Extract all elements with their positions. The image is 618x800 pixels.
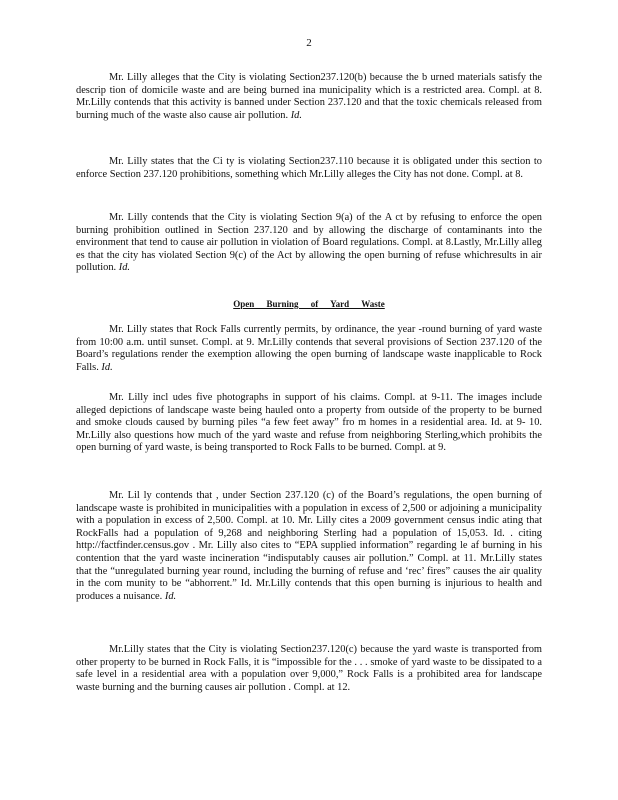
citation: Id. bbox=[101, 361, 113, 373]
page-number: 2 bbox=[306, 37, 312, 49]
paragraph-2 bbox=[76, 156, 542, 181]
paragraph-text: Mr. Lilly states that Rock Falls currently permits, by ordinance, the year -round burning of yard waste from 10:00 a.m. until sunset. Compl. at 9. Mr.Lilly contends that several provisions of Section 237.120 of the Board’s regulations render the exemption allowing the open burning of landscape waste inapplicable to Rock Falls. bbox=[76, 324, 542, 373]
citation: Id. bbox=[118, 262, 130, 274]
section-heading: Open Burning of Yard Waste bbox=[233, 299, 385, 309]
paragraph-text: Mr. Lilly states that the Ci ty is violating Section237.110 because it is obligated under this section to enforce Section 237.120 prohibitions, something which Mr.Lilly alleges the City has not done. Compl. at 8. bbox=[76, 156, 542, 180]
paragraph-text: Mr. Lilly alleges that the City is violating Section237.120(b) because the b urned materials satisfy the descrip tion of domicile waste and are being burned ina municipality which is a restricted area. Compl. at 8. Mr.Lilly contends that this activity is banned under Section 237.120 and that the toxic chemicals released from burning much of the waste also cause air pollution. bbox=[76, 72, 542, 121]
paragraph-text: Mr. Lil ly contends that , under Section 237.120 (c) of the Board’s regulations, the open burning of landscape waste is prohibited in municipalities with a population in excess of 2,500 or adjoining a municipality with a population in excess of 2,500. Compl. at 10. Mr. Lilly cites a 2009 government census indic ating that RockFalls had a population of 9,268 and neighboring Sterling had a population of 15,053. Id. . citing http://factfinder.census.gov . Mr. Lilly also cites to “EPA supplied information” regarding le af burning in his contention that the yard waste incineration “indisputably causes air pollution.” Compl. at 11. Mr.Lilly states that the “unregulated burning year round, including the burning of refuse and ‘rec’ fires” causes the air quality in the com munity to be “abhorrent.” Id. Mr.Lilly contends that this open burning is injurious to health and produces a nuisance. bbox=[76, 490, 542, 602]
paragraph-text: Mr. Lilly incl udes five photographs in support of his claims. Compl. at 9-11. The images include alleged depictions of landscape waste being hauled onto a property from outside of the property to be burned and smoke clouds caused by burning piles “a few feet away” fro m homes in a residential area. Id. at 9- 10. Mr.Lilly also questions how much of the yard waste and refuse from neighboring Sterling,which prohibits the open burning of yard waste, is being transported to Rock Falls to be burned. Compl. at 9. bbox=[76, 392, 542, 454]
paragraph-text: Mr. Lilly contends that the City is violating Section 9(a) of the A ct by refusing to enforce the open burning prohibition outlined in Section 237.120 and by allowing the discharge of contaminants into the environment that tend to cause air pollution in violation of Board regulations. Compl. at 8.Lastly, Mr.Lilly alleg es that the city has violated Section 9(c) of the Act by allowing the open burning of refuse whichresults in air pollution. bbox=[76, 212, 542, 274]
paragraph-1 bbox=[76, 72, 542, 122]
paragraph-7 bbox=[76, 644, 542, 694]
citation: Id. bbox=[290, 109, 302, 121]
paragraph-6 bbox=[76, 490, 542, 603]
citation: Id. bbox=[164, 590, 177, 602]
paragraph-3 bbox=[76, 212, 542, 275]
paragraph-5 bbox=[76, 392, 542, 455]
paragraph-text: Mr.Lilly states that the City is violating Section237.120(c) because the yard waste is transported from other property to be burned in Rock Falls, it is “impossible for the . . . smoke of yard waste to be dissipated to a safe level in a residential area with a population over 9,000,” Rock Falls is a prohibited area for landscape waste burning and the burning causes air pollution . Compl. at 12. bbox=[76, 644, 542, 693]
paragraph-4 bbox=[76, 324, 542, 374]
